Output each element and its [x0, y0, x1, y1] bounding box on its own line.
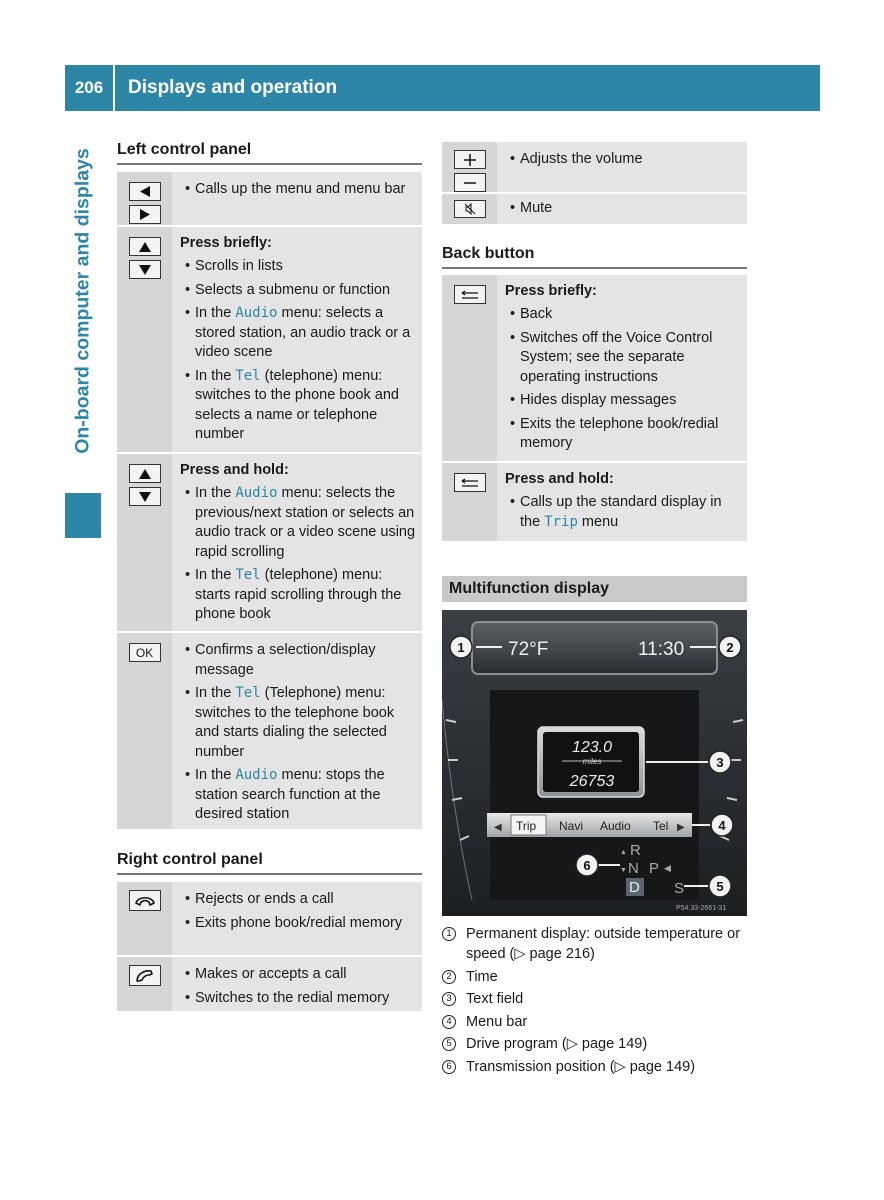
drive-program: S [674, 880, 685, 897]
callout-number: 3 [442, 992, 456, 1006]
chapter-side-tab [65, 111, 101, 538]
up-arrow-key-icon [129, 464, 161, 483]
list-item: • Adjusts the volume [505, 150, 741, 170]
display-menu-name: Tel [235, 685, 261, 701]
back-key-icon [454, 473, 486, 492]
list-item: • Exits the telephone book/redial memory [505, 415, 741, 454]
callout-number: 6 [442, 1060, 456, 1074]
list-item: • In the Audio menu: selects a stored station, an audio track or a video scene [180, 304, 416, 363]
temperature-readout: 72°F [508, 639, 549, 660]
back-button-heading: Back button [442, 245, 535, 262]
callout-number: 2 [442, 970, 456, 984]
accept-call-key-icon [129, 965, 161, 986]
volume-up-key-icon [454, 150, 486, 169]
svg-text:▲: ▲ [620, 849, 627, 856]
back-button-table [442, 275, 747, 541]
left-panel-heading: Left control panel [117, 141, 252, 158]
section-rule [117, 163, 422, 165]
list-item: 5 Drive program (▷ page 149) [442, 1034, 752, 1054]
volume-down-key-icon [454, 173, 486, 192]
display-menu-name: Trip [544, 513, 578, 530]
table-row [117, 172, 422, 227]
callout-number: 1 [442, 927, 456, 941]
left-panel-table [117, 172, 422, 829]
list-item: • In the Tel (telephone) menu: switches to the phone book and selects a name or telephone number [180, 367, 416, 445]
menu-left-arrow-icon: ◀ [494, 822, 502, 833]
table-row [117, 633, 422, 829]
table-row [442, 463, 747, 541]
display-menu-name: Audio [235, 485, 278, 501]
list-item: 3 Text field [442, 989, 752, 1009]
list-item: • Switches off the Voice Control System; see the separate operating instructions [505, 329, 741, 388]
menu-item-navi: Navi [559, 819, 584, 833]
table-row [442, 142, 747, 194]
trip-distance: 123.0 [571, 739, 613, 756]
time-readout: 11:30 [638, 639, 685, 660]
callout-2: 2 [726, 640, 734, 655]
display-menu-name: Audio [235, 305, 278, 321]
table-row [442, 194, 747, 224]
row-heading: Press and hold: [180, 462, 289, 478]
menu-right-arrow-icon: ▶ [677, 822, 685, 833]
list-item: • Hides display messages [505, 391, 741, 411]
callout-4: 4 [718, 818, 726, 833]
multifunction-display-image [442, 610, 747, 916]
distance-unit: miles [582, 757, 602, 766]
callout-legend [442, 924, 752, 1079]
callout-3: 3 [716, 755, 724, 770]
image-code: P54.33-2661-31 [676, 905, 727, 912]
mute-key-icon [454, 200, 486, 218]
gear-p: P [649, 860, 660, 877]
page-number: 206 [65, 65, 115, 111]
svg-text:▼: ▼ [620, 867, 627, 874]
display-menu-name: Tel [235, 367, 261, 384]
table-row [442, 275, 747, 463]
gear-n: N [628, 860, 639, 877]
callout-1: 1 [457, 640, 465, 655]
table-row [117, 227, 422, 454]
section-rule [442, 267, 747, 269]
table-row [117, 882, 422, 957]
list-item: • Makes or accepts a call [180, 965, 416, 985]
table-row [117, 454, 422, 633]
list-item: • Scrolls in lists [180, 257, 416, 277]
list-item: 1 Permanent display: outside temperature or speed (▷ page 216) [442, 924, 752, 964]
list-item: • Back [505, 305, 741, 325]
list-item: • Exits phone book/redial memory [180, 914, 416, 934]
chapter-marker [65, 493, 101, 538]
gear-r: R [630, 842, 641, 859]
right-panel-heading: Right control panel [117, 851, 263, 868]
section-rule [117, 873, 422, 875]
row-heading: Press briefly: [505, 283, 597, 299]
list-item: 2 Time [442, 967, 752, 987]
chapter-title: On-board computer and displays [71, 148, 94, 454]
list-item: • In the Tel (Telephone) menu: switches to the telephone book and starts dialing the selected number [180, 684, 416, 762]
menu-item-audio: Audio [600, 819, 631, 833]
list-item: • Selects a submenu or function [180, 281, 416, 301]
ok-key-icon: OK [129, 643, 161, 662]
up-arrow-key-icon [129, 237, 161, 256]
right-arrow-key-icon [129, 205, 161, 224]
callout-5: 5 [716, 879, 724, 894]
list-item: • Calls up the standard display in the Trip menu [505, 493, 741, 532]
gear-d: D [629, 879, 640, 896]
down-arrow-key-icon [129, 487, 161, 506]
back-key-icon [454, 285, 486, 304]
display-menu-name: Audio [235, 767, 278, 783]
left-arrow-key-icon [129, 182, 161, 201]
list-item: • Confirms a selection/display message [180, 641, 416, 680]
list-item: 4 Menu bar [442, 1012, 752, 1032]
callout-number: 4 [442, 1015, 456, 1029]
odometer: 26753 [569, 773, 615, 790]
list-item: • In the Tel (telephone) menu: starts rapid scrolling through the phone book [180, 566, 416, 625]
list-item: • In the Audio menu: selects the previous/next station or selects an audio track or a video scene using rapid scrolling [180, 484, 416, 562]
menu-item-tel: Tel [653, 819, 669, 833]
list-item: • Switches to the redial memory [180, 989, 416, 1009]
callout-6: 6 [583, 858, 591, 873]
list-item: • Mute [505, 199, 741, 219]
display-menu-name: Tel [235, 567, 261, 583]
list-item: • Calls up the menu and menu bar [180, 180, 416, 200]
page-title: Displays and operation [128, 77, 338, 98]
menu-item-trip: Trip [516, 819, 537, 833]
right-panel-table [117, 882, 422, 1011]
table-row [117, 957, 422, 1011]
volume-table [442, 142, 747, 224]
multifunction-display-heading: Multifunction display [442, 576, 747, 602]
list-item: 6 Transmission position (▷ page 149) [442, 1057, 752, 1077]
list-item: • In the Audio menu: stops the station search function at the desired station [180, 766, 416, 825]
callout-number: 5 [442, 1037, 456, 1051]
list-item: • Rejects or ends a call [180, 890, 416, 910]
end-call-key-icon [129, 890, 161, 911]
row-heading: Press briefly: [180, 235, 272, 251]
down-arrow-key-icon [129, 260, 161, 279]
row-heading: Press and hold: [505, 471, 614, 487]
svg-text:◀: ◀ [664, 863, 671, 873]
page-header [65, 65, 820, 111]
